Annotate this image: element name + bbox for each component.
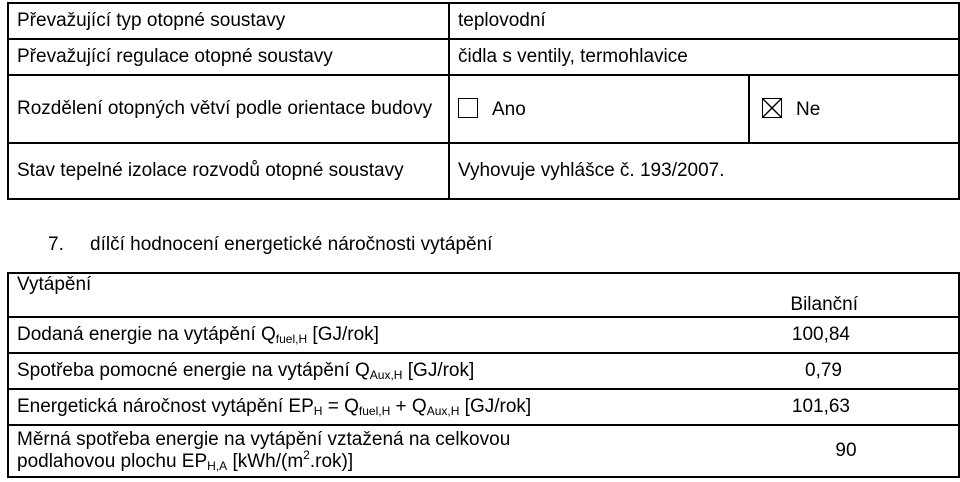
section-heading xyxy=(48,234,492,256)
label-unit: [kWh/(m xyxy=(227,451,304,472)
ano-checkbox[interactable] xyxy=(458,98,478,118)
label-subscript: Aux,H xyxy=(426,404,460,418)
heating-assessment-table xyxy=(7,272,960,478)
row-value: 100,84 xyxy=(708,317,959,353)
label-text: + Q xyxy=(390,396,427,417)
label-subscript: H xyxy=(313,404,323,418)
row-value: 0,79 xyxy=(708,353,959,389)
checkmark-x-icon xyxy=(762,98,782,118)
label-superscript: 2 xyxy=(303,448,310,462)
row-label: Převažující typ otopné soustavy xyxy=(8,3,449,39)
table-row xyxy=(8,75,959,143)
row-value: 90 xyxy=(708,425,959,477)
label-unit: [GJ/rok] xyxy=(459,396,532,417)
row-label: Převažující regulace otopné soustavy xyxy=(8,39,449,75)
ne-label: Ne xyxy=(796,98,821,120)
label-text: Energetická náročnost vytápění EP xyxy=(17,396,314,417)
row-label: Stav tepelné izolace rozvodů otopné soustavy xyxy=(8,143,449,199)
row-label xyxy=(8,353,708,389)
label-text: podlahovou plochu EP xyxy=(17,451,208,472)
ne-checkbox[interactable] xyxy=(762,98,782,118)
option-ano xyxy=(449,75,749,143)
table-row xyxy=(8,3,959,39)
label-text: Měrná spotřeba energie na vytápění vztažená na celkovou xyxy=(17,429,511,450)
table-header-row xyxy=(8,273,959,317)
heating-system-table xyxy=(7,2,960,200)
label-text: Spotřeba pomocné energie na vytápění Q xyxy=(17,360,370,381)
header-balance: Bilanční xyxy=(708,273,959,317)
label-text: Dodaná energie na vytápění Q xyxy=(17,324,276,345)
row-label: Rozdělení otopných větví podle orientace budovy xyxy=(8,75,449,143)
row-value: teplovodní xyxy=(449,3,959,39)
label-subscript: fuel,H xyxy=(358,404,391,418)
header-heating: Vytápění xyxy=(8,273,708,317)
section-number: 7. xyxy=(48,234,64,255)
table-row xyxy=(8,317,959,353)
row-value: 101,63 xyxy=(708,389,959,425)
table-row xyxy=(8,425,959,477)
table-row xyxy=(8,39,959,75)
table-row xyxy=(8,143,959,199)
label-subscript: Aux,H xyxy=(369,368,403,382)
ano-label: Ano xyxy=(492,98,526,120)
table-row xyxy=(8,389,959,425)
row-label xyxy=(8,317,708,353)
label-unit: [GJ/rok] xyxy=(307,324,379,345)
option-ne xyxy=(749,75,959,143)
label-text: = Q xyxy=(322,396,359,417)
table-row xyxy=(8,353,959,389)
row-label xyxy=(8,425,708,477)
row-label xyxy=(8,389,708,425)
label-subscript: H,A xyxy=(207,459,228,473)
label-subscript: fuel,H xyxy=(275,332,308,346)
row-value: čidla s ventily, termohlavice xyxy=(449,39,959,75)
label-unit: [GJ/rok] xyxy=(402,360,475,381)
section-title: dílčí hodnocení energetické náročnosti vytápění xyxy=(90,234,493,255)
row-value: Vyhovuje vyhlášce č. 193/2007. xyxy=(449,143,959,199)
label-unit: .rok)] xyxy=(309,451,354,472)
